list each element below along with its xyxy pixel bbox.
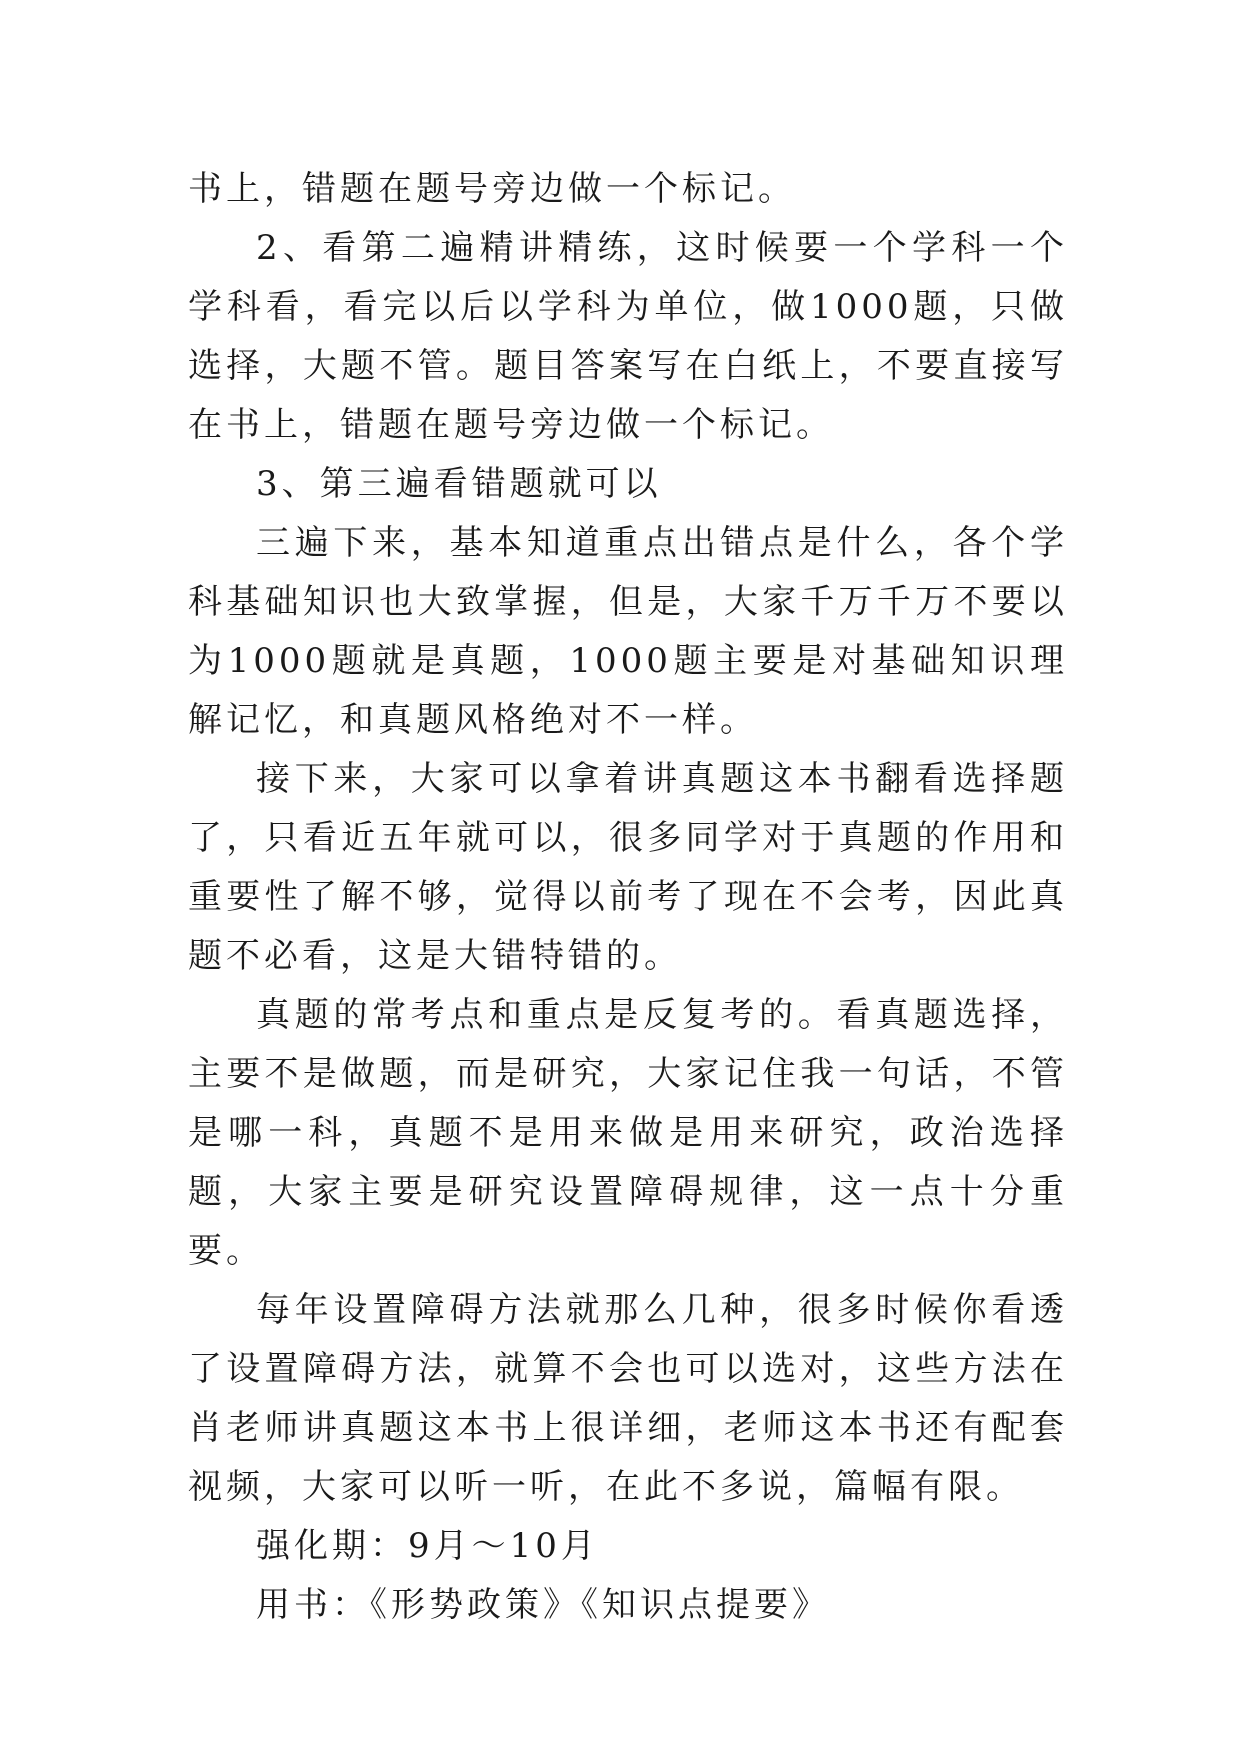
paragraph: 2、看第二遍精讲精练，这时候要一个学科一个学科看，看完以后以学科为单位，做1000题，只做选择，大题不管。题目答案写在白纸上，不要直接写在书上，错题在题号旁边做一个标记。 — [188, 228, 1068, 445]
paragraph: 三遍下来，基本知道重点出错点是什么，各个学科基础知识也大致掌握，但是，大家千万千万不要以为1000题就是真题，1000题主要是对基础知识理解记忆，和真题风格绝对不一样。 — [188, 523, 1068, 740]
paragraph: 用书：《形势政策》《知识点提要》 — [256, 1585, 830, 1625]
paragraph: 强化期：9月～10月 — [256, 1526, 599, 1566]
document-body — [188, 160, 1068, 1635]
paragraph: 书上，错题在题号旁边做一个标记。 — [188, 169, 796, 209]
paragraph: 接下来，大家可以拿着讲真题这本书翻看选择题了，只看近五年就可以，很多同学对于真题的作用和重要性了解不够，觉得以前考了现在不会考，因此真题不必看，这是大错特错的。 — [188, 759, 1068, 976]
paragraph: 每年设置障碍方法就那么几种，很多时候你看透了设置障碍方法，就算不会也可以选对，这些方法在肖老师讲真题这本书上很详细，老师这本书还有配套视频，大家可以听一听，在此不多说，篇幅有限。 — [188, 1290, 1068, 1507]
paragraph: 真题的常考点和重点是反复考的。看真题选择，主要不是做题，而是研究，大家记住我一句话，不管是哪一科，真题不是用来做是用来研究，政治选择题，大家主要是研究设置障碍规律，这一点十分重要。 — [188, 995, 1068, 1271]
paragraph: 3、第三遍看错题就可以 — [256, 464, 662, 504]
